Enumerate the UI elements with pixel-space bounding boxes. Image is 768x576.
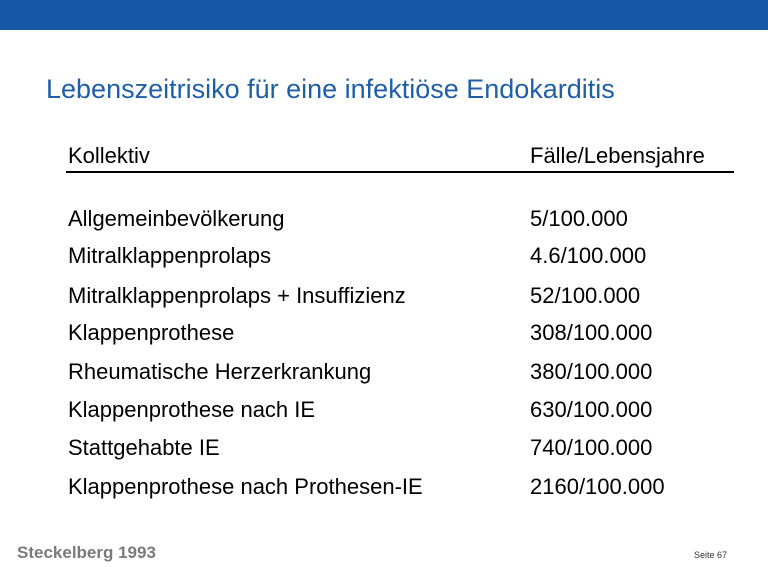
header-divider <box>66 171 734 173</box>
column-header-faelle: Fälle/Lebensjahre <box>530 143 705 168</box>
row-label: Rheumatische Herzerkrankung <box>68 359 372 384</box>
row-label: Mitralklappenprolaps + Insuffizienz <box>68 283 406 308</box>
source-citation: Steckelberg 1993 <box>17 543 156 562</box>
row-value: 740/100.000 <box>530 435 653 460</box>
row-value: 380/100.000 <box>530 359 653 384</box>
row-value: 5/100.000 <box>530 206 628 231</box>
column-header-kollektiv: Kollektiv <box>68 143 150 168</box>
row-label: Klappenprothese nach IE <box>68 397 316 422</box>
row-label: Allgemeinbevölkerung <box>68 206 285 231</box>
header-bar <box>0 0 768 30</box>
row-label: Klappenprothese <box>68 320 235 345</box>
row-value: 2160/100.000 <box>530 474 665 499</box>
row-label: Klappenprothese nach Prothesen-IE <box>68 474 423 499</box>
row-value: 308/100.000 <box>530 320 653 345</box>
row-value: 52/100.000 <box>530 283 641 308</box>
row-label: Stattgehabte IE <box>68 435 220 460</box>
row-value: 4.6/100.000 <box>530 243 647 268</box>
row-label: Mitralklappenprolaps <box>68 243 271 268</box>
slide-title: Lebenszeitrisiko für eine infektiöse Endokarditis <box>46 74 615 104</box>
row-value: 630/100.000 <box>530 397 653 422</box>
page-number: Seite 67 <box>694 550 728 560</box>
